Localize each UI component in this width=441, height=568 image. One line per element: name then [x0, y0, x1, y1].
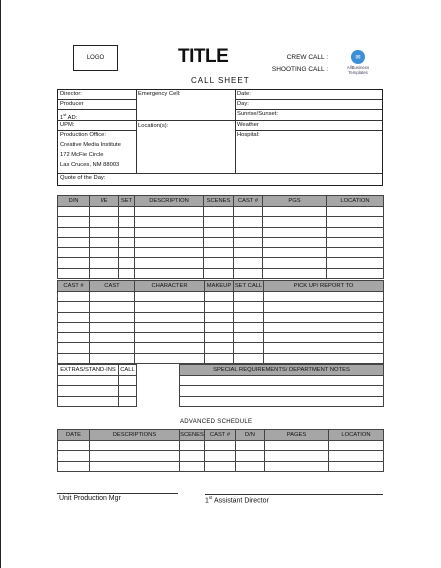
- table-cell[interactable]: [236, 461, 265, 471]
- table-cell[interactable]: [263, 227, 327, 237]
- table-cell[interactable]: [180, 376, 384, 386]
- table-cell[interactable]: [205, 333, 234, 343]
- table-cell[interactable]: [58, 217, 90, 227]
- table-cell[interactable]: [119, 376, 137, 386]
- table-cell[interactable]: [264, 333, 384, 343]
- producer-field[interactable]: Producer: [60, 101, 84, 107]
- call-times: [268, 52, 328, 76]
- col-cast-num: CAST #: [234, 196, 263, 207]
- upm-signature-line[interactable]: [57, 493, 178, 494]
- table-cell[interactable]: [327, 217, 384, 227]
- table-row: [58, 248, 384, 258]
- grid-divider: [235, 90, 236, 173]
- table-cell[interactable]: [263, 258, 327, 268]
- table-cell[interactable]: [135, 258, 204, 268]
- table-cell[interactable]: [135, 268, 204, 278]
- table-cell[interactable]: [135, 237, 204, 247]
- col-cast-num: CAST #: [205, 430, 236, 441]
- table-cell[interactable]: [234, 217, 263, 227]
- table-cell[interactable]: [205, 302, 234, 312]
- table-cell[interactable]: [327, 248, 384, 258]
- table-cell[interactable]: [263, 207, 327, 217]
- col-dn: D/N: [58, 196, 90, 207]
- table-cell[interactable]: [135, 343, 205, 353]
- table-cell[interactable]: [327, 258, 384, 268]
- table-cell[interactable]: [135, 302, 205, 312]
- office-address-line3: Las Cruces, NM 88003: [60, 162, 120, 168]
- table-cell[interactable]: [234, 248, 263, 258]
- table-cell[interactable]: [205, 312, 234, 322]
- col-cast-num: CAST #: [58, 281, 90, 292]
- col-location: LOCATION: [327, 196, 384, 207]
- table-cell[interactable]: [58, 396, 119, 406]
- grid-divider: [58, 173, 382, 174]
- date-field[interactable]: Date:: [237, 91, 251, 97]
- table-row: [58, 376, 137, 386]
- grid-divider: [136, 90, 137, 173]
- table-cell[interactable]: [90, 353, 135, 363]
- table-cell[interactable]: [205, 292, 234, 302]
- table-cell[interactable]: [119, 217, 135, 227]
- hospital-field[interactable]: Hospital:: [237, 132, 260, 138]
- table-cell[interactable]: [265, 461, 329, 471]
- table-cell[interactable]: [264, 353, 384, 363]
- col-scenes: SCENES: [204, 196, 234, 207]
- table-cell[interactable]: [58, 237, 90, 247]
- table-cell[interactable]: [329, 461, 384, 471]
- table-cell[interactable]: [234, 333, 264, 343]
- table-cell[interactable]: [180, 451, 205, 461]
- table-row: [58, 461, 384, 471]
- table-row: [58, 268, 384, 278]
- table-cell[interactable]: [327, 227, 384, 237]
- table-cell[interactable]: [90, 292, 135, 302]
- table-cell[interactable]: [234, 322, 264, 332]
- table-row: [58, 237, 384, 247]
- emergency-cell-field[interactable]: Emergency Cell:: [138, 91, 181, 97]
- first-ad-signature-label: [205, 495, 269, 504]
- table-cell[interactable]: [58, 353, 90, 363]
- location-field[interactable]: Location(s):: [138, 123, 169, 129]
- table-cell[interactable]: [327, 268, 384, 278]
- table-cell[interactable]: [234, 237, 263, 247]
- special-requirements-table: [179, 364, 384, 407]
- table-cell[interactable]: [234, 268, 263, 278]
- table-row: [58, 451, 384, 461]
- col-location: LOCATION: [329, 430, 384, 441]
- table-cell[interactable]: [234, 292, 264, 302]
- table-cell[interactable]: [264, 302, 384, 312]
- table-row: [58, 207, 384, 217]
- table-cell[interactable]: [265, 451, 329, 461]
- badge-line2: Templates: [348, 70, 368, 75]
- table-row: [58, 441, 384, 451]
- table-cell[interactable]: [205, 343, 234, 353]
- table-row: [58, 292, 384, 302]
- table-cell[interactable]: [180, 461, 205, 471]
- table-cell[interactable]: [119, 396, 137, 406]
- table-cell[interactable]: [264, 292, 384, 302]
- table-row: [180, 386, 384, 396]
- table-row: [58, 258, 384, 268]
- table-cell[interactable]: [205, 441, 236, 451]
- table-cell[interactable]: [234, 258, 263, 268]
- table-cell[interactable]: [58, 441, 90, 451]
- table-cell[interactable]: [135, 248, 204, 258]
- table-cell[interactable]: [119, 237, 135, 247]
- table-cell[interactable]: [90, 451, 180, 461]
- table-cell[interactable]: [58, 258, 90, 268]
- table-cell[interactable]: [90, 302, 135, 312]
- col-pgs: PGS: [263, 196, 327, 207]
- table-cell[interactable]: [234, 227, 263, 237]
- table-cell[interactable]: [204, 248, 234, 258]
- table-row: [58, 312, 384, 322]
- col-description: DESCRIPTION: [135, 196, 204, 207]
- table-cell[interactable]: [90, 333, 135, 343]
- table-cell[interactable]: [90, 441, 180, 451]
- table-row: [58, 353, 384, 363]
- col-ie: I/E: [90, 196, 119, 207]
- table-row: [58, 333, 384, 343]
- table-cell[interactable]: [58, 207, 90, 217]
- table-cell[interactable]: [135, 217, 204, 227]
- col-pages: PAGES: [265, 430, 329, 441]
- table-row: [180, 376, 384, 386]
- info-grid: [57, 89, 383, 186]
- table-row: [58, 343, 384, 353]
- table-cell[interactable]: [58, 322, 90, 332]
- table-cell[interactable]: [236, 451, 265, 461]
- table-row: [58, 386, 137, 396]
- table-cell[interactable]: [58, 292, 90, 302]
- col-special-requirements: SPECIAL REQUIREMENTS/ DEPARTMENT NOTES: [180, 365, 384, 376]
- col-extras-standins: EXTRAS/STAND-INS: [58, 365, 119, 376]
- table-cell[interactable]: [58, 343, 90, 353]
- shooting-call-label: SHOOTING CALL :: [271, 66, 328, 73]
- grid-divider: [235, 99, 382, 100]
- table-row: [58, 217, 384, 227]
- allbusiness-badge: [343, 50, 373, 86]
- col-cast: CAST: [90, 281, 135, 292]
- table-cell[interactable]: [119, 258, 135, 268]
- table-cell[interactable]: [234, 207, 263, 217]
- first-ad-sig-num: 1: [205, 497, 209, 505]
- table-cell[interactable]: [90, 248, 119, 258]
- page-left-edge: [0, 0, 1, 568]
- table-cell[interactable]: [135, 353, 205, 363]
- table-cell[interactable]: [90, 217, 119, 227]
- office-address-line1: Creative Media Institute: [60, 142, 121, 148]
- table-cell[interactable]: [90, 258, 119, 268]
- table-cell[interactable]: [58, 333, 90, 343]
- table-cell[interactable]: [119, 268, 135, 278]
- table-cell[interactable]: [135, 292, 205, 302]
- table-row: [180, 396, 384, 406]
- allbusiness-logo-icon: ✉: [351, 50, 365, 64]
- col-set-call: SET CALL: [234, 281, 264, 292]
- table-cell[interactable]: [327, 237, 384, 247]
- table-cell[interactable]: [204, 207, 234, 217]
- table-cell[interactable]: [58, 461, 90, 471]
- first-ad-sig-rest: Assistant Director: [212, 497, 269, 505]
- col-descriptions: DESCRIPTIONS: [90, 430, 180, 441]
- table-cell[interactable]: [205, 451, 236, 461]
- table-cell[interactable]: [234, 343, 264, 353]
- table-cell[interactable]: [265, 441, 329, 451]
- table-cell[interactable]: [119, 248, 135, 258]
- table-cell[interactable]: [204, 237, 234, 247]
- col-set: SET: [119, 196, 135, 207]
- scenes-table: [57, 195, 384, 279]
- table-cell[interactable]: [236, 441, 265, 451]
- cast-table: [57, 280, 384, 364]
- table-cell[interactable]: [234, 312, 264, 322]
- table-cell[interactable]: [58, 302, 90, 312]
- first-ad-sig-sup: st: [208, 495, 213, 500]
- table-cell[interactable]: [204, 258, 234, 268]
- table-cell[interactable]: [58, 268, 90, 278]
- table-cell[interactable]: [263, 248, 327, 258]
- table-row: [58, 302, 384, 312]
- table-cell[interactable]: [135, 322, 205, 332]
- table-cell[interactable]: [90, 207, 119, 217]
- table-cell[interactable]: [119, 386, 137, 396]
- upm-field[interactable]: UPM:: [60, 122, 75, 128]
- day-field[interactable]: Day:: [237, 101, 249, 107]
- table-cell[interactable]: [180, 441, 205, 451]
- table-cell[interactable]: [119, 207, 135, 217]
- logo-placeholder: [73, 45, 118, 71]
- table-cell[interactable]: [205, 353, 234, 363]
- table-cell[interactable]: [264, 312, 384, 322]
- badge-line1: AllBusiness: [346, 65, 370, 70]
- table-cell[interactable]: [90, 343, 135, 353]
- first-ad-num: 1: [60, 114, 64, 121]
- table-cell[interactable]: [263, 237, 327, 247]
- table-cell[interactable]: [90, 461, 180, 471]
- crew-call-label: CREW CALL :: [286, 54, 328, 61]
- table-row: [58, 227, 384, 237]
- table-cell[interactable]: [180, 386, 384, 396]
- table-cell[interactable]: [204, 227, 234, 237]
- sheet-title: TITLE: [178, 46, 229, 67]
- table-cell[interactable]: [329, 451, 384, 461]
- table-row: [58, 322, 384, 332]
- logo-text: LOGO: [86, 55, 105, 61]
- table-cell[interactable]: [205, 322, 234, 332]
- col-pickup-report: PICK UP/ REPORT TO: [264, 281, 384, 292]
- call-sheet-heading: CALL SHEET: [191, 76, 250, 85]
- production-office-label: Production Office:: [60, 132, 106, 138]
- first-ad-sup: st: [63, 112, 67, 117]
- grid-divider: [136, 120, 236, 121]
- table-cell[interactable]: [90, 312, 135, 322]
- table-cell[interactable]: [90, 322, 135, 332]
- table-cell[interactable]: [329, 441, 384, 451]
- col-scenes: SCENES: [180, 430, 205, 441]
- table-cell[interactable]: [135, 333, 205, 343]
- table-cell[interactable]: [58, 248, 90, 258]
- table-cell[interactable]: [90, 237, 119, 247]
- table-cell[interactable]: [90, 268, 119, 278]
- table-cell[interactable]: [234, 353, 264, 363]
- table-cell[interactable]: [119, 227, 135, 237]
- table-cell[interactable]: [264, 322, 384, 332]
- sunrise-sunset-field[interactable]: Sunrise/Sunset:: [237, 111, 278, 117]
- upm-signature-label: Unit Production Mgr: [59, 495, 121, 502]
- table-cell[interactable]: [90, 227, 119, 237]
- col-date: DATE: [58, 430, 90, 441]
- table-cell[interactable]: [205, 461, 236, 471]
- col-character: CHARACTER: [135, 281, 205, 292]
- table-row: [58, 396, 137, 406]
- advanced-schedule-heading: ADVANCED SCHEDULE: [180, 419, 253, 425]
- advanced-schedule-table: [57, 429, 384, 472]
- table-cell[interactable]: [135, 312, 205, 322]
- table-cell[interactable]: [204, 217, 234, 227]
- table-cell[interactable]: [234, 302, 264, 312]
- office-address-line2: 172 McFie Circle: [60, 152, 104, 158]
- table-cell[interactable]: [204, 268, 234, 278]
- director-field[interactable]: Director:: [60, 91, 82, 97]
- table-cell[interactable]: [135, 227, 204, 237]
- table-cell[interactable]: [58, 386, 119, 396]
- extras-table: [57, 364, 137, 407]
- table-cell[interactable]: [327, 207, 384, 217]
- table-cell[interactable]: [263, 268, 327, 278]
- table-cell[interactable]: [58, 312, 90, 322]
- table-cell[interactable]: [58, 227, 90, 237]
- col-extras-call: CALL: [119, 365, 137, 376]
- table-cell[interactable]: [58, 451, 90, 461]
- quote-of-day-field[interactable]: Quote of the Day:: [60, 175, 106, 181]
- first-ad-rest: AD:: [66, 114, 78, 121]
- col-makeup: MAKEUP: [205, 281, 234, 292]
- table-cell[interactable]: [58, 376, 119, 386]
- table-cell[interactable]: [263, 217, 327, 227]
- col-dn: D/N: [236, 430, 265, 441]
- weather-field[interactable]: Weather: [237, 122, 259, 128]
- table-cell[interactable]: [264, 343, 384, 353]
- table-cell[interactable]: [180, 396, 384, 406]
- table-cell[interactable]: [135, 207, 204, 217]
